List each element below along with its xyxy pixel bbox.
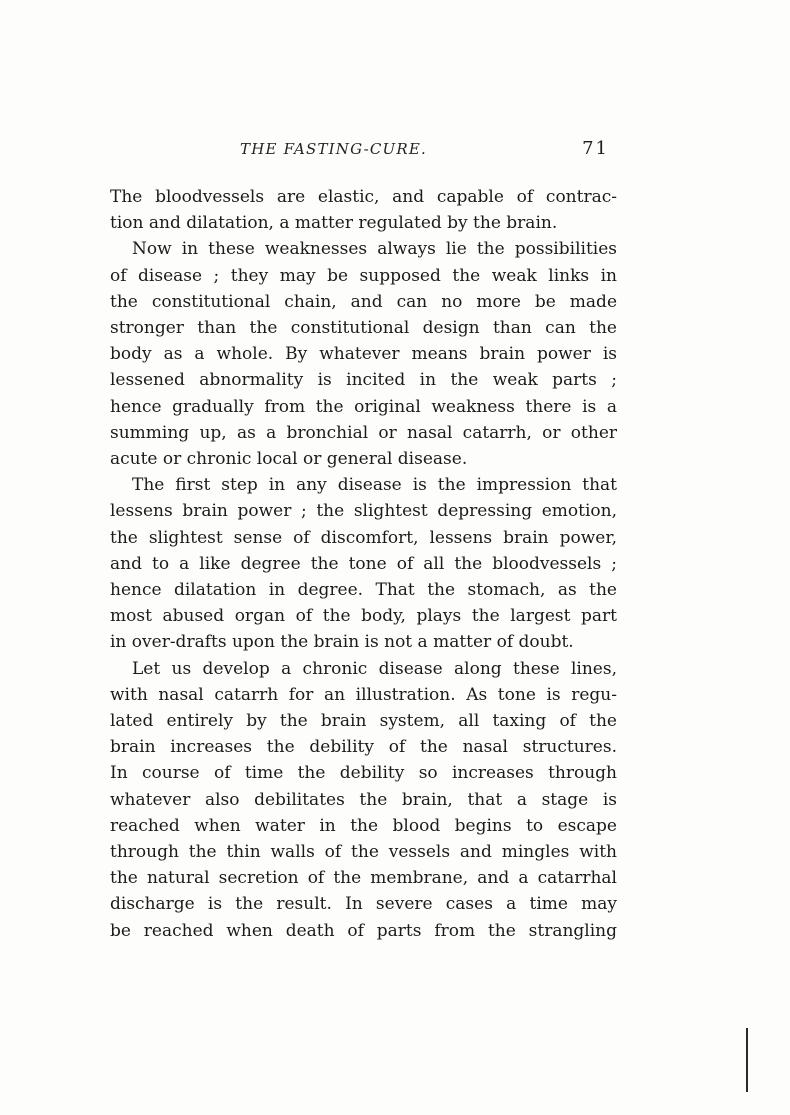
text-line: discharge is the result. In severe cases a time may: [110, 894, 617, 915]
body-text: [110, 184, 617, 944]
text-line: stronger than the constitutional design than can the: [110, 318, 617, 339]
text-line: summing up, as a bronchial or nasal catarrh, or other: [110, 422, 617, 443]
text-line: whatever also debilitates the brain, that a stage is: [110, 789, 617, 810]
paragraph: [110, 656, 617, 944]
scan-artifact-line: [746, 1028, 748, 1092]
text-line: through the thin walls of the vessels and mingles with: [110, 842, 617, 863]
page-number: 71: [582, 138, 609, 159]
paragraph: [110, 472, 617, 655]
text-line: with nasal catarrh for an illustration. As tone is regu-: [110, 684, 617, 705]
text-line: and to a like degree the tone of all the bloodvessels ;: [110, 553, 617, 574]
text-line: the constitutional chain, and can no more be made: [110, 291, 617, 312]
text-line: lated entirely by the brain system, all taxing of the: [110, 711, 617, 732]
text-line: hence gradually from the original weakness there is a: [110, 396, 617, 417]
text-line: Now in these weaknesses always lie the possibilities: [132, 239, 617, 260]
text-line: most abused organ of the body, plays the largest part: [110, 606, 617, 627]
page-header: [110, 140, 617, 164]
text-line: lessens brain power ; the slightest depressing emotion,: [110, 501, 617, 522]
text-line: In course of time the debility so increases through: [110, 763, 617, 784]
text-line: Let us develop a chronic disease along these lines,: [132, 658, 617, 679]
paragraph: [110, 236, 617, 472]
text-line: The bloodvessels are elastic, and capable of contrac-: [110, 187, 617, 207]
text-line: body as a whole. By whatever means brain power is: [110, 344, 617, 365]
text-line: brain increases the debility of the nasal structures.: [110, 737, 617, 758]
text-line: in over-drafts upon the brain is not a matter of doubt.: [110, 632, 574, 653]
paragraph: [110, 184, 617, 236]
text-line: acute or chronic local or general disease.: [110, 449, 468, 470]
text-line: of disease ; they may be supposed the weak links in: [110, 265, 617, 286]
text-line: The first step in any disease is the impression that: [132, 475, 617, 496]
text-line: the slightest sense of discomfort, lessens brain power,: [110, 527, 617, 548]
text-line: the natural secretion of the membrane, and a catarrhal: [110, 868, 617, 889]
running-title: THE FASTING-CURE.: [240, 140, 427, 158]
text-line: tion and dilatation, a matter regulated by the brain.: [110, 213, 558, 234]
text-line: hence dilatation in degree. That the stomach, as the: [110, 580, 617, 601]
text-line: lessened abnormality is incited in the weak parts ;: [110, 370, 617, 391]
text-line: reached when water in the blood begins to escape: [110, 815, 617, 836]
text-line: be reached when death of parts from the strangling: [110, 920, 617, 941]
